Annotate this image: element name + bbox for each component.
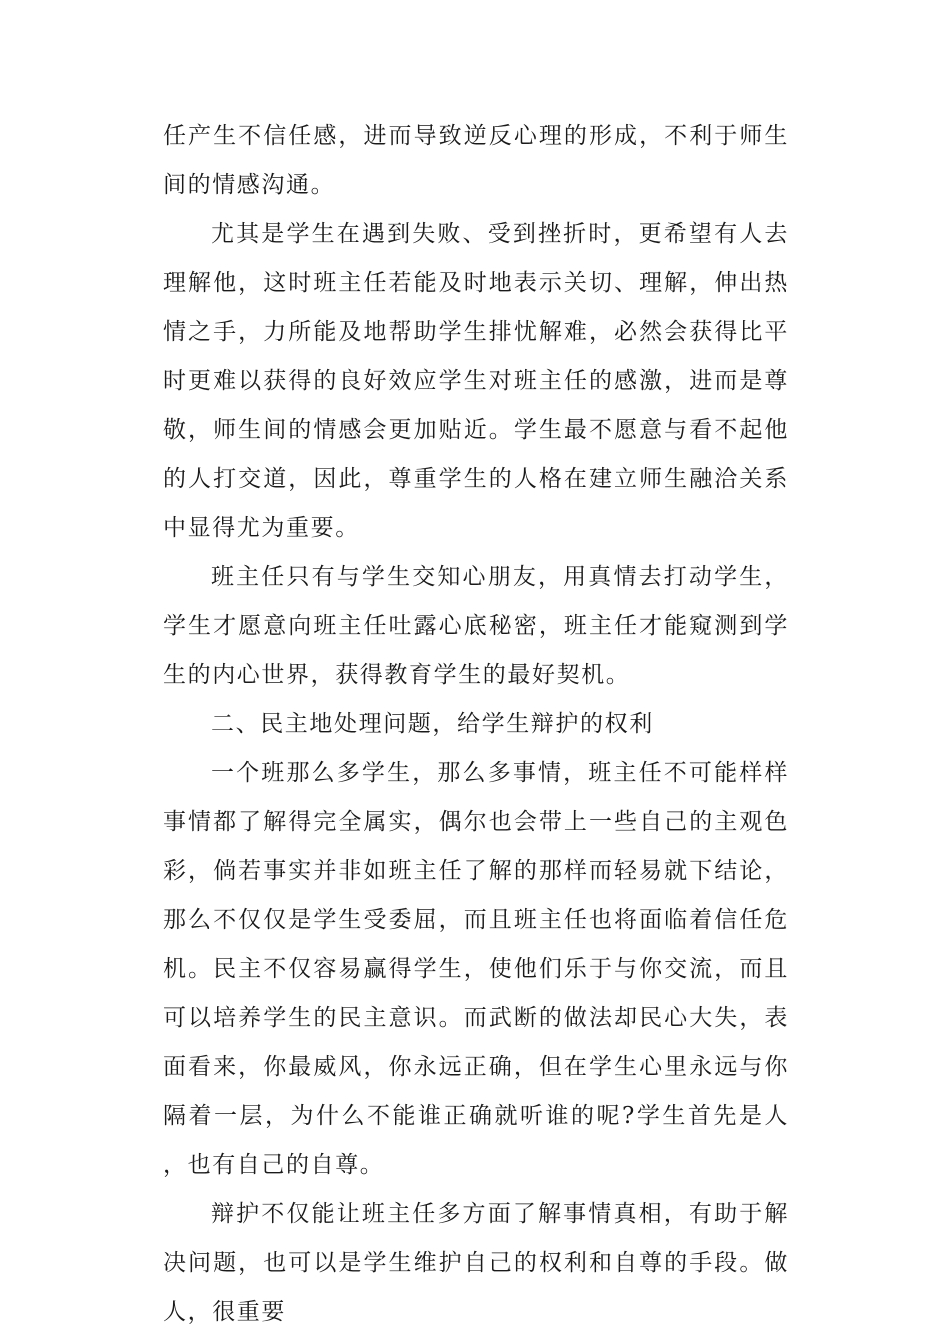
section-heading: 二、民主地处理问题，给学生辩护的权利 [211, 711, 654, 737]
paragraph-5: 辩护不仅能让班主任多方面了解事情真相，有助于解决问题，也可以是学生维护自己的权利和自尊的手段。做人，很重要 [163, 1201, 789, 1325]
paragraph-2: 尤其是学生在遇到失败、受到挫折时，更希望有人去理解他，这时班主任若能及时地表示关切、理解，伸出热情之手，力所能及地帮助学生排忧解难，必然会获得比平时更难以获得的良好效应学生对班主任的感激，进而是尊敬，师生间的情感会更加贴近。学生最不愿意与看不起他的人打交道，因此，尊重学生的人格在建立师生融洽关系中显得尤为重要。 [163, 221, 789, 541]
paragraph-1: 任产生不信任感，进而导致逆反心理的形成，不利于师生间的情感沟通。 [163, 123, 789, 198]
document-body [163, 112, 789, 1337]
paragraph-4: 一个班那么多学生，那么多事情，班主任不可能样样事情都了解得完全属实，偶尔也会带上一些自己的主观色彩，倘若事实并非如班主任了解的那样而轻易就下结论，那么不仅仅是学生受委屈，而且班主任也将面临着信任危机。民主不仅容易赢得学生，使他们乐于与你交流，而且可以培养学生的民主意识。而武断的做法却民心大失，表面看来，你最威风，你永远正确，但在学生心里永远与你隔着一层，为什么不能谁正确就听谁的呢?学生首先是人，也有自己的自尊。 [163, 760, 789, 1178]
paragraph-3: 班主任只有与学生交知心朋友，用真情去打动学生，学生才愿意向班主任吐露心底秘密，班主任才能窥测到学生的内心世界，获得教育学生的最好契机。 [163, 564, 789, 688]
